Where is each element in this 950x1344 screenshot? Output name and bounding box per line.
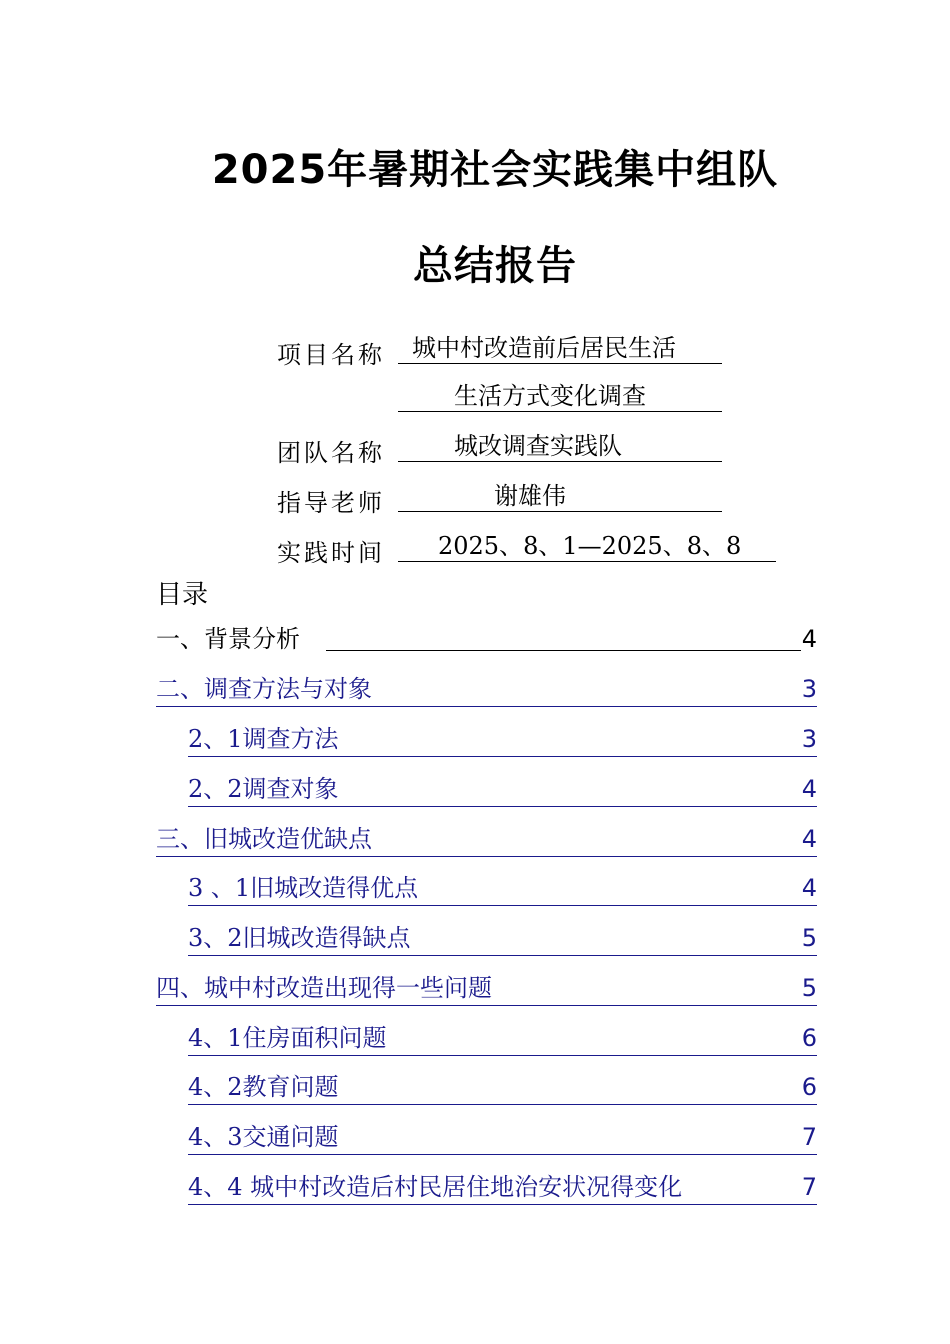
project-name-value-line2 — [398, 381, 722, 412]
toc-entry-4-2[interactable] — [188, 1070, 817, 1105]
toc-entry-4-4[interactable] — [188, 1170, 817, 1205]
team-name-text: 城改调查实践队 — [454, 432, 622, 460]
toc-entry-3[interactable] — [156, 822, 817, 857]
toc-entry-text: 4、3交通问题 — [188, 1123, 339, 1151]
toc-entry-page: 4 — [801, 775, 817, 803]
advisor-text: 谢雄伟 — [494, 482, 566, 510]
toc-entry-page: 6 — [801, 1024, 817, 1052]
team-name-label: 团队名称 — [277, 439, 385, 467]
practice-time-value — [398, 531, 776, 562]
toc-entry-page: 4 — [801, 825, 817, 853]
toc-entry-page: 3 — [801, 725, 817, 753]
toc-entry-page: 5 — [801, 924, 817, 952]
toc-entry-4-3[interactable] — [188, 1120, 817, 1155]
toc-entry-3-1[interactable] — [188, 871, 817, 906]
toc-entry-page: 7 — [801, 1123, 817, 1151]
toc-heading: 目录 — [156, 580, 209, 610]
toc-entry-text: 三、旧城改造优缺点 — [156, 825, 372, 853]
toc-entry-text: 一、背景分析 — [156, 625, 300, 653]
toc-entry-2-2[interactable] — [188, 772, 817, 807]
toc-entry-page: 4 — [801, 874, 817, 902]
toc-entry-page: 3 — [801, 675, 817, 703]
toc-entry-page: 4 — [801, 625, 817, 653]
toc-entry-2[interactable] — [156, 672, 817, 707]
practice-time-text: 2025、8、1—2025、8、8 — [438, 532, 742, 560]
project-name-text-2: 生活方式变化调查 — [454, 382, 646, 410]
toc-entry-text: 2、2调查对象 — [188, 775, 339, 803]
toc-entry-text: 4、2教育问题 — [188, 1073, 339, 1101]
toc-entry-text: 四、城中村改造出现得一些问题 — [156, 974, 492, 1002]
project-name-text-1: 城中村改造前后居民生活 — [412, 334, 676, 362]
toc-entry-page: 7 — [801, 1173, 817, 1201]
toc-entry-page: 6 — [801, 1073, 817, 1101]
toc-entry-4-1[interactable] — [188, 1021, 817, 1056]
toc-entry-text: 3 、1旧城改造得优点 — [188, 874, 419, 902]
toc-entry-text: 二、调查方法与对象 — [156, 675, 372, 703]
project-name-label: 项目名称 — [277, 341, 385, 369]
practice-time-label: 实践时间 — [277, 539, 385, 567]
toc-entry-text: 4、1住房面积问题 — [188, 1024, 387, 1052]
toc-entry-page: 5 — [801, 974, 817, 1002]
toc-entry-3-2[interactable] — [188, 921, 817, 956]
project-name-value-line1 — [398, 333, 722, 364]
team-name-value — [398, 431, 722, 462]
toc-leader-line — [326, 622, 801, 651]
advisor-value — [398, 481, 722, 512]
toc-entry-text: 2、1调查方法 — [188, 725, 339, 753]
document-title-line2: 总结报告 — [413, 243, 577, 289]
toc-entry-4[interactable] — [156, 971, 817, 1006]
document-title-line1: 2025年暑期社会实践集中组队 — [211, 147, 779, 193]
toc-entry-text: 4、4 城中村改造后村民居住地治安状况得变化 — [188, 1173, 683, 1201]
toc-entry-2-1[interactable] — [188, 722, 817, 757]
advisor-label: 指导老师 — [277, 489, 385, 517]
toc-entry-1 — [156, 622, 817, 656]
toc-entry-text: 3、2旧城改造得缺点 — [188, 924, 411, 952]
